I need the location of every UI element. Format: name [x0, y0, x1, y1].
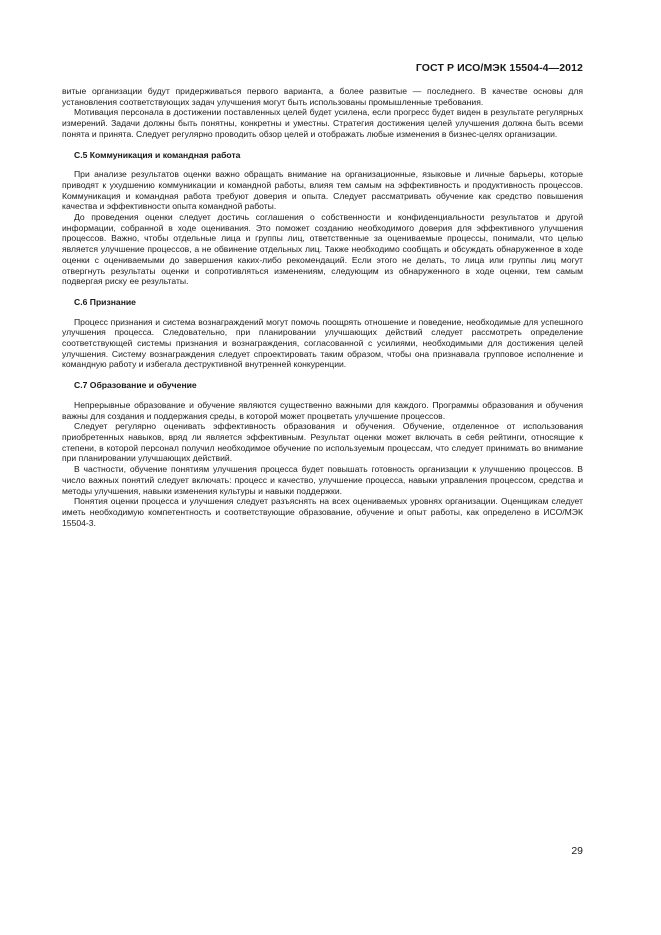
section-heading-c7: С.7 Образование и обучение [74, 380, 197, 391]
section-c5-paragraph-2: До проведения оценки следует достичь соглашения о собственности и конфиденциальности результатов и другой информации, собранной в ходе оценивания. Это поможет созданию необходимого доверия для эффективного улучшения процессов. Важно, чтобы отдельные лица и группы лиц, ответственные за оцениваемые процессы, понимали, что целью является улучшение процессов, а не обвинение отдельных лиц. Также необходимо сообщать и обсуждать обнаруженное в ходе оценки с оцениваемыми до завершения каких-либо рекомендаций. Если этого не делать, то лица или группы лиц могут отвергнуть результаты оценки и сопротивляться изменениям, следующим из обнаруженного в ходе оценки, тем самым подвергая риску ее результаты. [62, 212, 583, 287]
document-header: ГОСТ Р ИСО/МЭК 15504-4—2012 [415, 62, 583, 74]
section-c5-paragraph-1: При анализе результатов оценки важно обращать внимание на организационные, языковые и личные барьеры, которые приводят к ухудшению коммуникации и командной работы, влияя тем самым на эффективность и продуктивность процессов. Коммуникация и командная работа требуют доверия и опыта. Следует рассматривать обучение как средство повышения качества и эффективности опыта командной работы. [62, 169, 583, 212]
section-c6-paragraph-1: Процесс признания и система вознаграждений могут помочь поощрять отношение и поведение, необходимые для успешного улучшения процесса. Следовательно, при планировании улучшающих действий следует рассмотреть определение соответствующей системы признания и вознаграждения, согласованной с усилиями, необходимыми для достижения целей улучшения. Систему вознаграждения следует спроектировать таким образом, чтобы она признавала групповое исполнение и командную работу и избегала деструктивной внутренней конкуренции. [62, 316, 583, 370]
document-body [62, 86, 583, 528]
intro-paragraph-1: витые организации будут придерживаться первого варианта, а более развитые — последнего. В качестве основы для установления соответствующих задач улучшения могут быть использованы промышленные требования. [62, 86, 583, 107]
section-c7-paragraph-1: Непрерывные образование и обучение являются существенно важными для каждого. Программы образования и обучения важны для создания и поддержания среды, в которой может процветать улучшение процессов. [62, 399, 583, 421]
page-number: 29 [571, 845, 583, 857]
section-c7-paragraph-4: Понятия оценки процесса и улучшения следует разъяснять на всех оцениваемых уровнях организации. Оценщикам следует иметь необходимую компетентность и соответствующие образование, обучение и опыт работы, как определено в ИСО/МЭК 15504-3. [62, 496, 583, 528]
section-heading-c6: С.6 Признание [74, 296, 136, 307]
section-c7-paragraph-3: В частности, обучение понятиям улучшения процесса будет повышать готовность организации к улучшению процессов. В число важных понятий следует включать: процесс и качество, улучшение процесса, навыки управления процессом, средства и методы улучшения, навыки изменения культуры и навыки поддержки. [62, 464, 583, 496]
intro-paragraph-2: Мотивация персонала в достижении поставленных целей будет усилена, если прогресс будет виден в результате регулярных измерений. Задачи должны быть понятны, конкретны и уместны. Стратегия достижения целей улучшения должна быть всеми понята и принята. Следует регулярно проводить обзор целей и отображать любые изменения в бизнес-целях организации. [62, 107, 583, 139]
section-heading-c5: С.5 Коммуникация и командная работа [74, 149, 241, 160]
section-c7-paragraph-2: Следует регулярно оценивать эффективность образования и обучения. Обучение, отделенное от использования приобретенных навыков, вряд ли является эффективным. Результат оценки может включать в себя рейтинги, относящие к степени, в которой персонал получил необходимое обучение по используемым процессам, что следует принимать во внимание при планировании улучшающих действий. [62, 421, 583, 464]
